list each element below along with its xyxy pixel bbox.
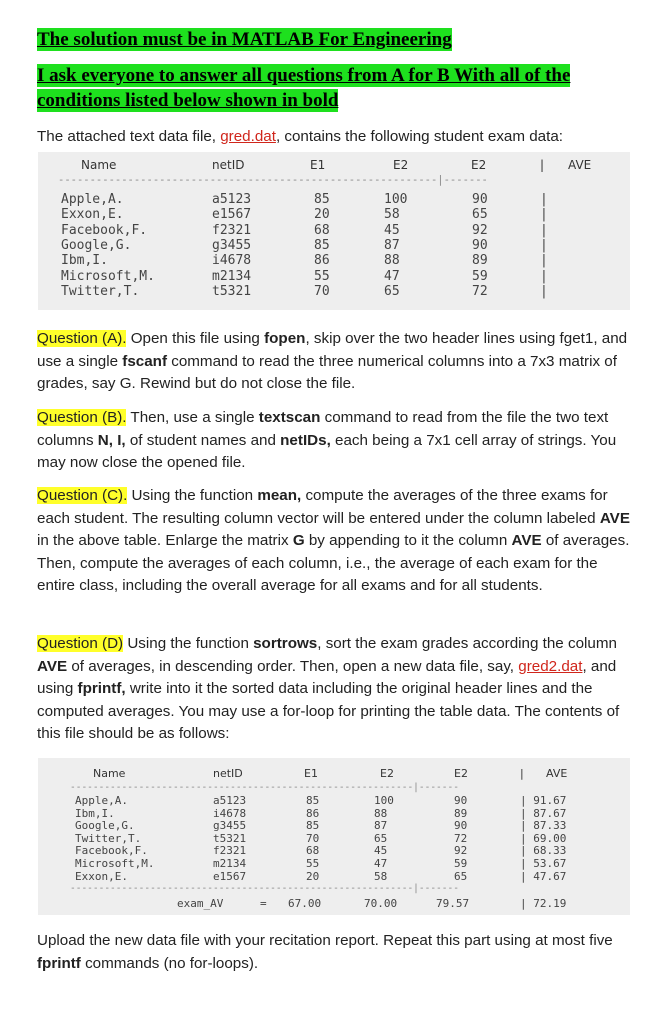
- cell-e2: 47: [384, 268, 400, 284]
- cell-name: Microsoft,M.: [75, 857, 155, 870]
- cell-name: Facebook,F.: [75, 844, 148, 858]
- cell-e1: 68: [314, 222, 330, 238]
- question-b: Question (B). Then, use a single textscan command to read from the file the two text columns N, I, of student names and netIDs, each being a 7x1 cell array of strings. You may now close the opened file.: [37, 409, 617, 472]
- cell-name: Facebook,F.: [61, 222, 148, 238]
- cell-name: Ibm,I.: [61, 253, 108, 269]
- cell-e3: 89: [454, 806, 468, 820]
- cell-e2: 58: [374, 869, 388, 883]
- cell-e1: 85: [306, 794, 320, 807]
- cell-e1: 68: [306, 844, 320, 858]
- cell-name: Twitter,T.: [75, 831, 142, 845]
- cell-ave: | 87.33: [520, 819, 567, 833]
- cell-id: i4678: [212, 253, 252, 269]
- cell-e1: 86: [306, 806, 320, 820]
- question-a-label: Question (A).: [37, 330, 127, 347]
- col-header-ave: AVE: [568, 158, 592, 172]
- cell-id: m2134: [213, 857, 247, 870]
- cell-ave: | 91.67: [520, 794, 567, 807]
- cell-e2: 45: [384, 222, 400, 238]
- cell-e2: 100: [374, 794, 394, 807]
- cell-e1: 86: [314, 253, 330, 269]
- cell-id: g3455: [212, 237, 252, 253]
- col-header-name: Name: [93, 767, 126, 780]
- cell-ave: | 68.33: [520, 844, 567, 858]
- question-d-label: Question (D): [37, 635, 124, 652]
- table-divider: ------------------------------------------------------------|-------: [58, 174, 488, 186]
- cell-name: Google,G.: [61, 237, 132, 253]
- cell-id: f2321: [213, 844, 247, 858]
- col-header-netid: netID: [212, 158, 245, 172]
- cell-id: e1567: [213, 869, 247, 883]
- banner-line-3: conditions listed below shown in bold: [37, 90, 339, 111]
- cell-e1: 70: [314, 283, 330, 299]
- col-header-e1: E1: [310, 158, 326, 172]
- col-header-e2: E2: [380, 767, 394, 780]
- col-header-netid: netID: [213, 767, 243, 780]
- cell-name: Apple,A.: [61, 192, 124, 207]
- cell-name: Twitter,T.: [61, 283, 140, 299]
- cell-ave: | 69.00: [520, 831, 567, 845]
- col-header-e3: E2: [454, 767, 468, 780]
- cell-e2: 88: [384, 253, 400, 269]
- cell-bar: |: [540, 237, 548, 253]
- question-c-label: Question (C).: [37, 487, 128, 504]
- cell-e2: 87: [384, 237, 400, 253]
- cell-ave: | 47.67: [520, 869, 567, 883]
- intro-text: The attached text data file, gred.dat, contains the following student exam data:: [37, 128, 564, 145]
- cell-id: t5321: [213, 831, 247, 845]
- cell-e3: 90: [454, 794, 468, 807]
- cell-e2: 47: [374, 857, 388, 870]
- footer-e3-avg: 79.57: [436, 897, 470, 910]
- cell-e3: 92: [454, 844, 468, 858]
- closing-text: Upload the new data file with your recitation report. Repeat this part using at most five fprintf commands (no for-loops).: [37, 932, 613, 972]
- col-header-bar: |: [520, 767, 524, 780]
- cell-bar: |: [540, 192, 548, 207]
- question-a: Question (A). Open this file using fopen, skip over the two header lines using fget1, and use a single fscanf command to read the three numerical columns into a 7x3 matrix of grades, say G. Rewind but do not close the file.: [37, 330, 628, 393]
- cell-name: Microsoft,M.: [61, 268, 155, 284]
- cell-e2: 88: [374, 806, 388, 820]
- cell-bar: |: [540, 253, 548, 269]
- cell-e2: 58: [384, 207, 400, 223]
- cell-ave: | 87.67: [520, 806, 567, 820]
- sorted-data-table: [38, 758, 630, 915]
- footer-equals: =: [260, 897, 267, 910]
- question-b-label: Question (B).: [37, 409, 127, 426]
- cell-e2: 100: [384, 192, 408, 207]
- cell-e2: 87: [374, 819, 388, 833]
- cell-e2: 65: [374, 831, 388, 845]
- cell-e3: 72: [472, 283, 488, 299]
- cell-id: a5123: [213, 794, 247, 807]
- cell-e1: 85: [314, 237, 330, 253]
- cell-id: e1567: [212, 207, 252, 223]
- footer-e2-avg: 70.00: [364, 897, 398, 910]
- cell-bar: |: [540, 222, 548, 238]
- cell-e1: 85: [306, 819, 320, 833]
- cell-e2: 65: [384, 283, 400, 299]
- gred2-dat-link: gred2.dat: [518, 657, 583, 675]
- footer-e1-avg: 67.00: [288, 897, 322, 910]
- cell-e1: 55: [306, 857, 320, 870]
- cell-e1: 70: [306, 831, 320, 845]
- footer-label: exam_AV: [177, 897, 224, 910]
- cell-name: Google,G.: [75, 819, 135, 833]
- cell-e3: 90: [454, 819, 468, 833]
- cell-e3: 92: [472, 222, 488, 238]
- cell-e3: 59: [454, 857, 468, 870]
- banner-line-1: The solution must be in MATLAB For Engineering: [37, 29, 452, 50]
- cell-e3: 65: [454, 869, 468, 883]
- cell-id: g3455: [213, 819, 247, 833]
- cell-e1: 20: [306, 869, 320, 883]
- cell-e1: 55: [314, 268, 330, 284]
- cell-e3: 59: [472, 268, 488, 284]
- cell-name: Apple,A.: [75, 794, 128, 807]
- cell-e1: 85: [314, 192, 330, 207]
- cell-e2: 45: [374, 844, 388, 858]
- cell-e3: 65: [472, 207, 488, 223]
- cell-bar: |: [540, 268, 548, 284]
- question-d: Question (D) Using the function sortrows, sort the exam grades according the column AVE of averages, in descending order. Then, open a new data file, say, gred2.dat, and using fprintf, write into it the sorted data including the original header lines and the computed averages. You may use a for-loop for printing the table data. The contents of this file should be as follows:: [37, 635, 620, 743]
- cell-name: Exxon,E.: [75, 869, 128, 883]
- col-header-ave: AVE: [546, 767, 568, 780]
- cell-bar: |: [540, 283, 548, 299]
- col-header-name: Name: [81, 158, 117, 172]
- cell-e3: 90: [472, 237, 488, 253]
- question-c: Question (C). Using the function mean, compute the averages of the three exams for each student. The resulting column vector will be entered under the column labeled AVE in the above table. Enlarge the matrix G by appending to it the column AVE of averages. Then, compute the averages of each column, i.e., the average of each exam for the entire class, including the overall average for all exams and for all students.: [37, 487, 630, 595]
- cell-e3: 89: [472, 253, 488, 269]
- cell-name: Exxon,E.: [61, 207, 124, 223]
- cell-id: f2321: [212, 222, 252, 238]
- col-header-e3: E2: [471, 158, 487, 172]
- table-divider-bottom: ------------------------------------------------------------|-------: [70, 883, 459, 894]
- cell-e1: 20: [314, 207, 330, 223]
- table-divider: ------------------------------------------------------------|-------: [70, 782, 459, 793]
- col-header-e2: E2: [393, 158, 409, 172]
- cell-e3: 90: [472, 192, 488, 207]
- cell-id: a5123: [212, 192, 252, 207]
- gred-dat-link: gred.dat: [220, 128, 276, 145]
- cell-ave: | 53.67: [520, 857, 567, 870]
- col-header-bar: |: [540, 158, 545, 172]
- cell-name: Ibm,I.: [75, 806, 115, 820]
- banner-line-2: I ask everyone to answer all questions from A for B With all of the: [37, 65, 571, 86]
- cell-id: m2134: [212, 268, 252, 284]
- footer-overall-avg: | 72.19: [520, 897, 567, 910]
- cell-id: t5321: [212, 283, 252, 299]
- cell-e3: 72: [454, 831, 468, 845]
- col-header-e1: E1: [304, 767, 318, 780]
- cell-id: i4678: [213, 806, 247, 820]
- cell-bar: |: [540, 207, 548, 223]
- student-data-table: [38, 152, 630, 310]
